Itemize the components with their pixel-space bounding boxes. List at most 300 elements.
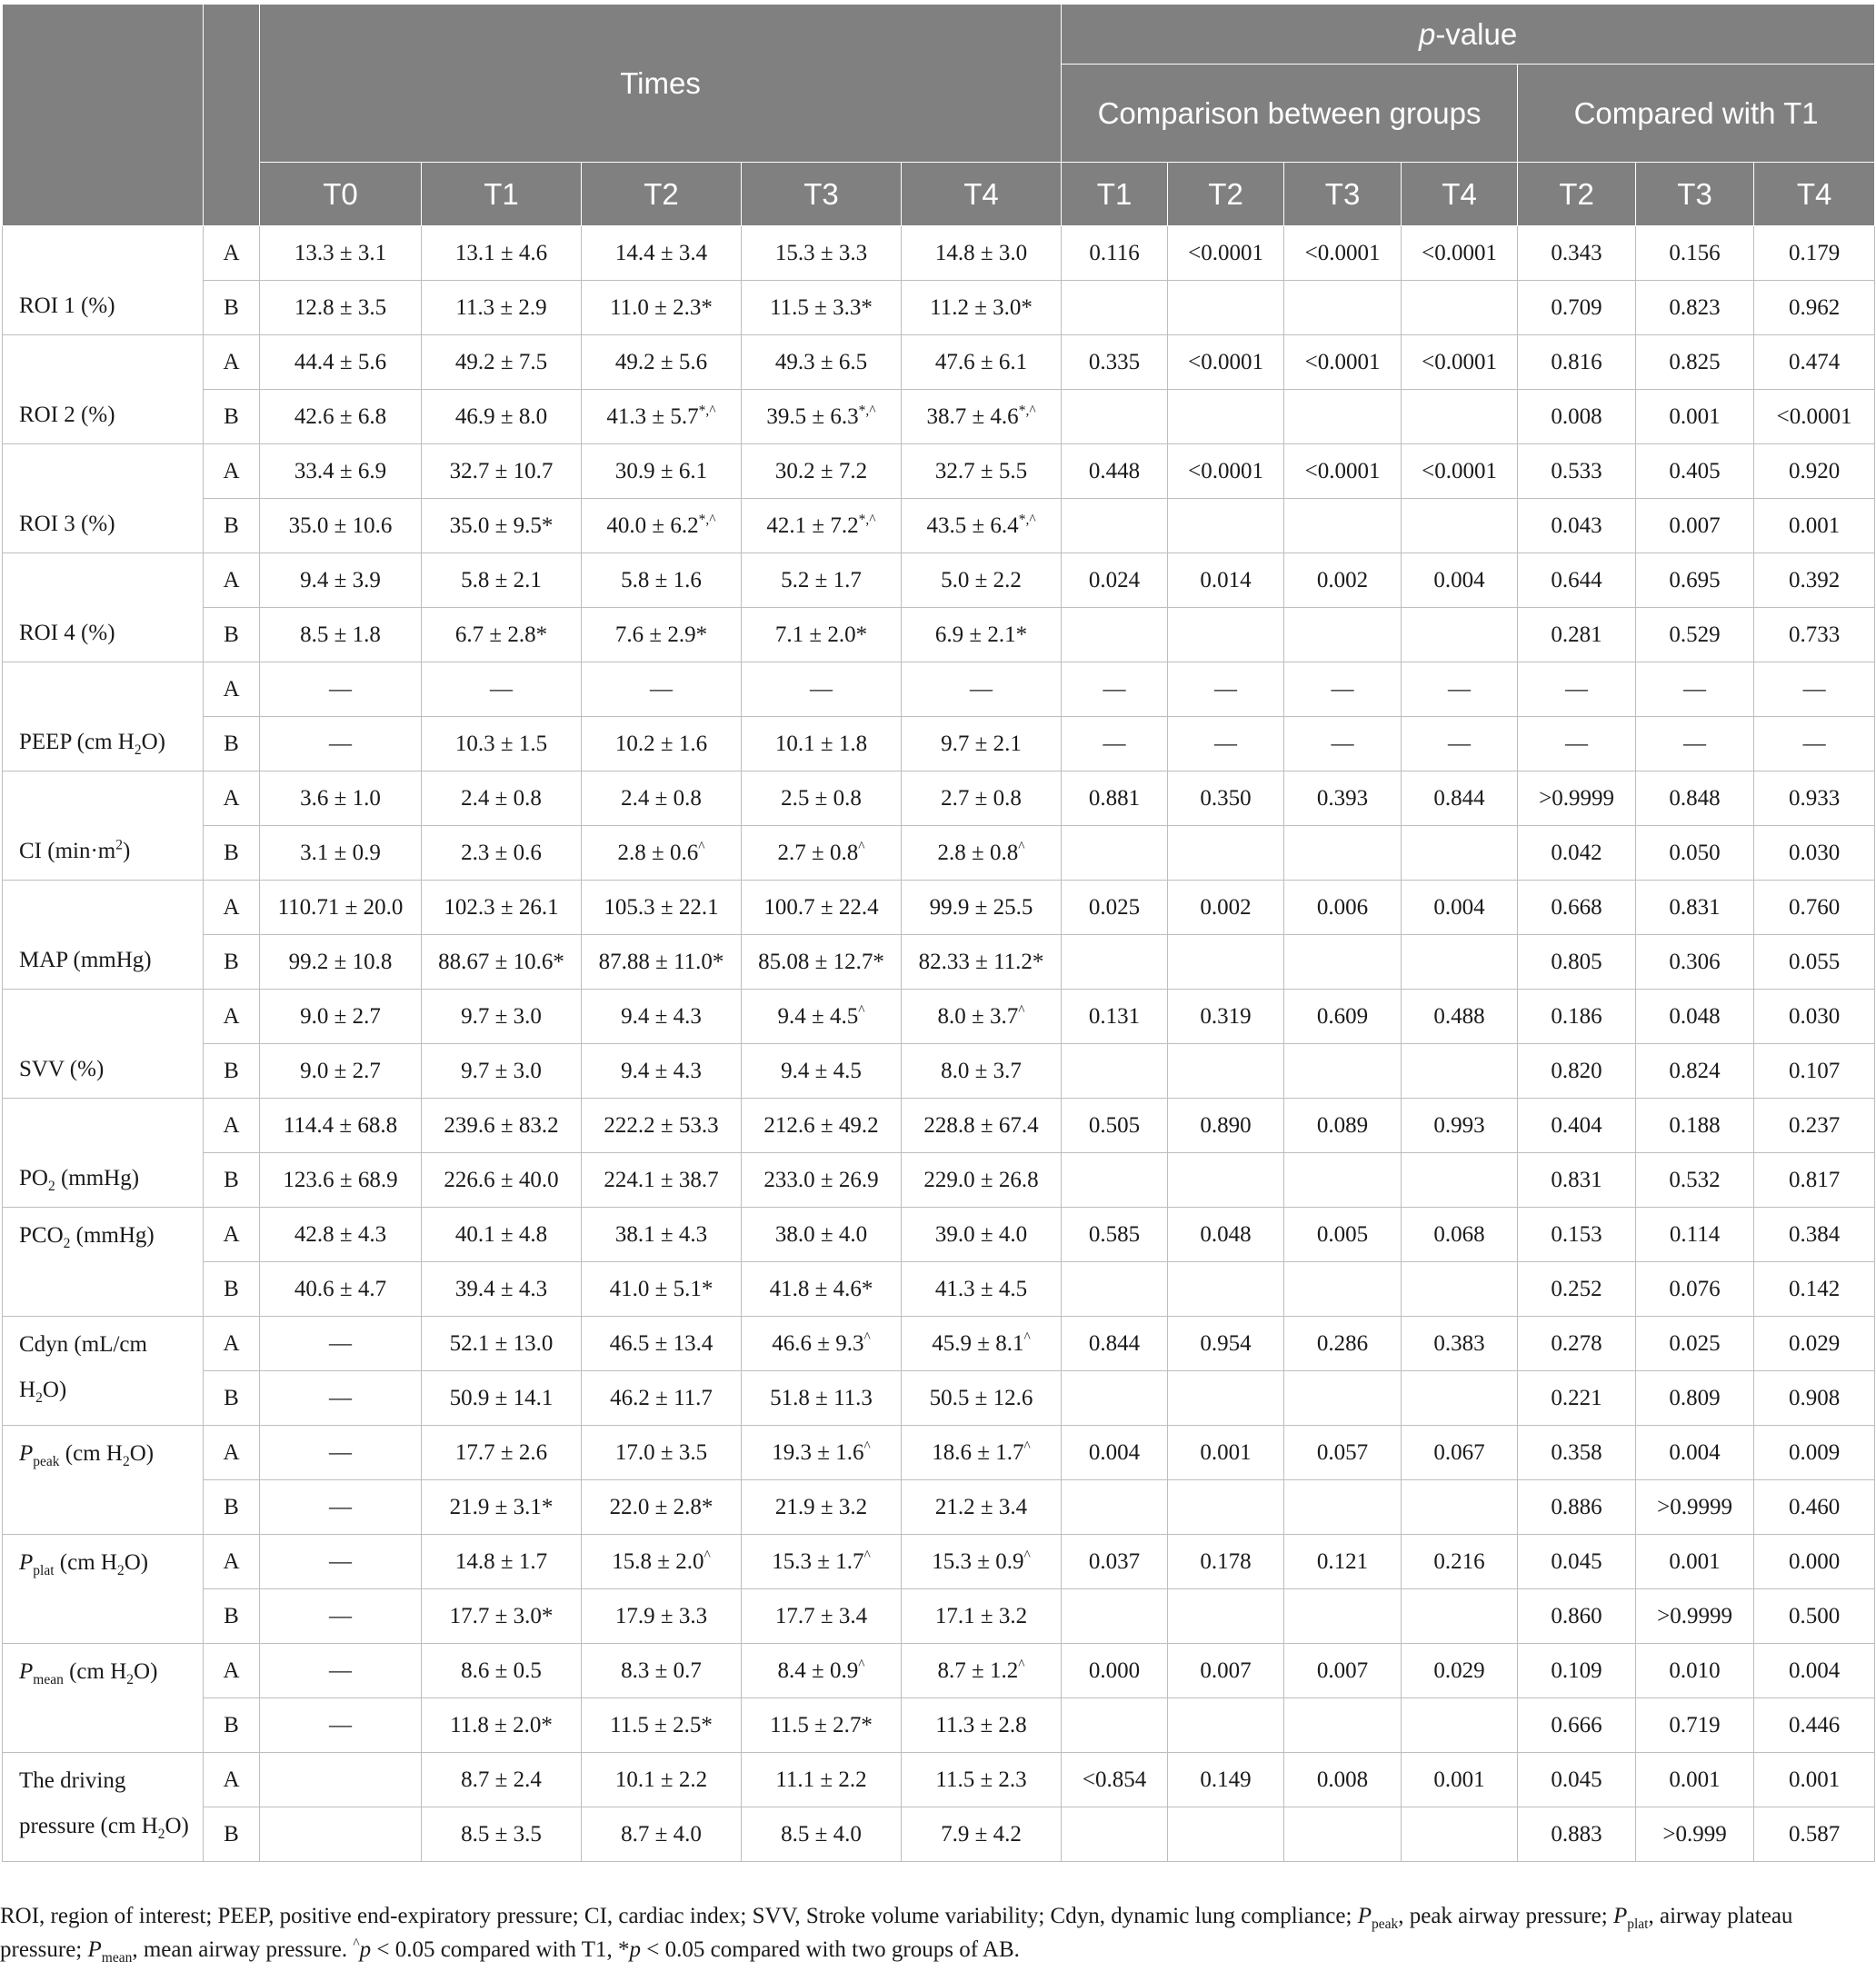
table-cell <box>1062 1589 1168 1644</box>
table-cell: 35.0 ± 10.6 <box>260 499 422 553</box>
table-cell: 10.3 ± 1.5 <box>422 717 582 771</box>
table-cell: 50.9 ± 14.1 <box>422 1371 582 1426</box>
table-cell <box>1402 1371 1518 1426</box>
table-cell: 0.252 <box>1518 1262 1636 1317</box>
table-row <box>3 717 1875 771</box>
table-cell: 11.5 ± 3.3* <box>742 281 902 335</box>
table-cell: 15.3 ± 1.7^ <box>742 1535 902 1589</box>
table-cell: 0.392 <box>1754 553 1875 608</box>
table-cell: >0.9999 <box>1636 1480 1754 1535</box>
table-cell: 99.2 ± 10.8 <box>260 935 422 990</box>
table-cell: <0.0001 <box>1168 226 1284 281</box>
header-between-col: T4 <box>1402 163 1518 226</box>
table-cell: 40.1 ± 4.8 <box>422 1208 582 1262</box>
header-time-col: T2 <box>582 163 742 226</box>
table-cell: 0.156 <box>1636 226 1754 281</box>
table-cell: 9.7 ± 2.1 <box>902 717 1062 771</box>
table-cell: 15.3 ± 0.9^ <box>902 1535 1062 1589</box>
table-cell: 0.384 <box>1754 1208 1875 1262</box>
table-cell: 18.6 ± 1.7^ <box>902 1426 1062 1480</box>
table-cell: 32.7 ± 5.5 <box>902 444 1062 499</box>
table-cell: 123.6 ± 68.9 <box>260 1153 422 1208</box>
table-cell <box>1168 1480 1284 1535</box>
table-cell: 0.001 <box>1754 499 1875 553</box>
table-cell: >0.9999 <box>1636 1589 1754 1644</box>
table-row <box>3 990 1875 1044</box>
table-row <box>3 608 1875 662</box>
table-cell: 40.0 ± 6.2*,^ <box>582 499 742 553</box>
table-cell: 229.0 ± 26.8 <box>902 1153 1062 1208</box>
table-cell: <0.0001 <box>1284 335 1402 390</box>
table-cell: 7.1 ± 2.0* <box>742 608 902 662</box>
table-cell: — <box>260 1589 422 1644</box>
table-cell: 85.08 ± 12.7* <box>742 935 902 990</box>
table-cell: 0.460 <box>1754 1480 1875 1535</box>
table-cell: 42.1 ± 7.2*,^ <box>742 499 902 553</box>
table-cell: 110.71 ± 20.0 <box>260 881 422 935</box>
table-cell <box>1402 1807 1518 1862</box>
table-cell: — <box>582 662 742 717</box>
table-cell: <0.854 <box>1062 1753 1168 1807</box>
table-cell: 8.4 ± 0.9^ <box>742 1644 902 1698</box>
table-cell: 17.1 ± 3.2 <box>902 1589 1062 1644</box>
table-cell: 11.3 ± 2.8 <box>902 1698 1062 1753</box>
group-label: A <box>204 1099 260 1153</box>
header-vs-t1-col: T3 <box>1636 163 1754 226</box>
table-cell: 8.6 ± 0.5 <box>422 1644 582 1698</box>
table-cell: 9.7 ± 3.0 <box>422 990 582 1044</box>
group-label: B <box>204 1589 260 1644</box>
table-cell <box>1062 826 1168 881</box>
table-cell: 47.6 ± 6.1 <box>902 335 1062 390</box>
table-cell: 0.825 <box>1636 335 1754 390</box>
table-cell: 51.8 ± 11.3 <box>742 1371 902 1426</box>
table-cell: — <box>260 1317 422 1371</box>
table-cell: 0.719 <box>1636 1698 1754 1753</box>
table-cell: 0.186 <box>1518 990 1636 1044</box>
table-cell: 0.001 <box>1402 1753 1518 1807</box>
table-row <box>3 444 1875 499</box>
table-cell: 39.4 ± 4.3 <box>422 1262 582 1317</box>
row-label: SVV (%) <box>3 990 204 1099</box>
group-label: B <box>204 1807 260 1862</box>
table-cell <box>1284 499 1402 553</box>
table-cell: — <box>260 1480 422 1535</box>
table-cell: <0.0001 <box>1754 390 1875 444</box>
table-cell: 7.6 ± 2.9* <box>582 608 742 662</box>
table-cell: 102.3 ± 26.1 <box>422 881 582 935</box>
table-cell: <0.0001 <box>1402 335 1518 390</box>
table-row <box>3 390 1875 444</box>
table-cell: — <box>260 662 422 717</box>
table-cell: 11.0 ± 2.3* <box>582 281 742 335</box>
table-cell: 0.824 <box>1636 1044 1754 1099</box>
table-cell: 41.8 ± 4.6* <box>742 1262 902 1317</box>
table-row <box>3 1426 1875 1480</box>
header-compared-with-t1: Compared with T1 <box>1518 65 1875 163</box>
table-cell: 0.405 <box>1636 444 1754 499</box>
table-cell: 0.006 <box>1284 881 1402 935</box>
table-cell: 0.886 <box>1518 1480 1636 1535</box>
table-cell: 0.048 <box>1636 990 1754 1044</box>
table-cell: 0.237 <box>1754 1099 1875 1153</box>
table-cell: 0.055 <box>1754 935 1875 990</box>
table-cell: 0.107 <box>1754 1044 1875 1099</box>
table-cell: 13.3 ± 3.1 <box>260 226 422 281</box>
table-cell: 0.037 <box>1062 1535 1168 1589</box>
table-cell: 52.1 ± 13.0 <box>422 1317 582 1371</box>
row-label: ROI 2 (%) <box>3 335 204 444</box>
table-cell: 39.0 ± 4.0 <box>902 1208 1062 1262</box>
table-cell: 0.962 <box>1754 281 1875 335</box>
table-cell: 0.007 <box>1168 1644 1284 1698</box>
table-cell: 0.993 <box>1402 1099 1518 1153</box>
table-cell: 0.000 <box>1754 1535 1875 1589</box>
table-cell <box>1284 1807 1402 1862</box>
group-label: A <box>204 990 260 1044</box>
table-row <box>3 281 1875 335</box>
table-cell: 0.001 <box>1636 1535 1754 1589</box>
table-cell: 0.178 <box>1168 1535 1284 1589</box>
table-cell: 0.609 <box>1284 990 1402 1044</box>
table-cell: — <box>1062 662 1168 717</box>
table-cell: 43.5 ± 6.4*,^ <box>902 499 1062 553</box>
header-vs-t1-col: T2 <box>1518 163 1636 226</box>
table-cell: 0.045 <box>1518 1535 1636 1589</box>
header-comparison-between-groups: Comparison between groups <box>1062 65 1518 163</box>
table-cell <box>1168 1698 1284 1753</box>
table-cell: 0.188 <box>1636 1099 1754 1153</box>
table-cell <box>1402 608 1518 662</box>
table-cell: 2.7 ± 0.8^ <box>742 826 902 881</box>
table-cell: 114.4 ± 68.8 <box>260 1099 422 1153</box>
table-cell: 12.8 ± 3.5 <box>260 281 422 335</box>
table-cell: 40.6 ± 4.7 <box>260 1262 422 1317</box>
group-label: A <box>204 1753 260 1807</box>
group-label: A <box>204 1426 260 1480</box>
table-cell: 0.048 <box>1168 1208 1284 1262</box>
group-label: A <box>204 771 260 826</box>
header-times: Times <box>260 5 1062 163</box>
table-cell <box>1402 1480 1518 1535</box>
table-cell: 8.7 ± 1.2^ <box>902 1644 1062 1698</box>
table-row <box>3 1099 1875 1153</box>
table-cell: 0.343 <box>1518 226 1636 281</box>
table-row <box>3 335 1875 390</box>
table-cell: 17.7 ± 3.4 <box>742 1589 902 1644</box>
table-cell: 0.404 <box>1518 1099 1636 1153</box>
table-cell: 0.393 <box>1284 771 1402 826</box>
table-cell: 0.142 <box>1754 1262 1875 1317</box>
table-cell: 9.0 ± 2.7 <box>260 1044 422 1099</box>
table-cell: 0.109 <box>1518 1644 1636 1698</box>
table-cell: 3.6 ± 1.0 <box>260 771 422 826</box>
table-cell: 39.5 ± 6.3*,^ <box>742 390 902 444</box>
table-cell <box>1062 1807 1168 1862</box>
table-cell: 35.0 ± 9.5* <box>422 499 582 553</box>
table-cell <box>1168 390 1284 444</box>
table-cell: 10.2 ± 1.6 <box>582 717 742 771</box>
table-cell: 0.004 <box>1402 553 1518 608</box>
table-cell: 2.7 ± 0.8 <box>902 771 1062 826</box>
group-label: B <box>204 826 260 881</box>
group-label: A <box>204 444 260 499</box>
table-cell: 0.000 <box>1062 1644 1168 1698</box>
table-cell: 5.2 ± 1.7 <box>742 553 902 608</box>
table-cell: 0.358 <box>1518 1426 1636 1480</box>
table-cell: 0.908 <box>1754 1371 1875 1426</box>
table-cell: — <box>1636 717 1754 771</box>
table-cell: 38.7 ± 4.6*,^ <box>902 390 1062 444</box>
table-cell: 0.030 <box>1754 826 1875 881</box>
table-cell: 0.587 <box>1754 1807 1875 1862</box>
table-cell: 233.0 ± 26.9 <box>742 1153 902 1208</box>
table-cell: <0.0001 <box>1284 226 1402 281</box>
row-label: $PCO_2$ (mmHg) <box>3 1208 204 1317</box>
table-cell: 0.149 <box>1168 1753 1284 1807</box>
row-label: $PO_2$ (mmHg) <box>3 1099 204 1208</box>
table-cell: 30.2 ± 7.2 <box>742 444 902 499</box>
table-cell: — <box>260 1644 422 1698</box>
table-cell: 0.709 <box>1518 281 1636 335</box>
table-cell: 30.9 ± 6.1 <box>582 444 742 499</box>
group-label: B <box>204 935 260 990</box>
table-cell: 0.076 <box>1636 1262 1754 1317</box>
table-cell: 7.9 ± 4.2 <box>902 1807 1062 1862</box>
table-cell: 0.004 <box>1062 1426 1168 1480</box>
table-cell: — <box>260 1698 422 1753</box>
table-cell: — <box>1754 717 1875 771</box>
group-label: B <box>204 1480 260 1535</box>
table-cell <box>1284 1480 1402 1535</box>
table-cell <box>1284 1262 1402 1317</box>
group-label: A <box>204 1317 260 1371</box>
table-cell: 0.001 <box>1168 1426 1284 1480</box>
table-cell: 0.474 <box>1754 335 1875 390</box>
table-cell <box>1168 1589 1284 1644</box>
table-cell <box>1062 1044 1168 1099</box>
group-label: A <box>204 1208 260 1262</box>
table-row <box>3 499 1875 553</box>
table-cell: 0.823 <box>1636 281 1754 335</box>
table-cell <box>1402 935 1518 990</box>
table-cell: 10.1 ± 2.2 <box>582 1753 742 1807</box>
table-cell: 8.0 ± 3.7^ <box>902 990 1062 1044</box>
table-cell: 0.153 <box>1518 1208 1636 1262</box>
table-cell: 0.067 <box>1402 1426 1518 1480</box>
header-time-col: T3 <box>742 163 902 226</box>
group-label: B <box>204 1262 260 1317</box>
table-cell: 0.025 <box>1062 881 1168 935</box>
table-cell: 0.216 <box>1402 1535 1518 1589</box>
table-row <box>3 771 1875 826</box>
header-between-col: T3 <box>1284 163 1402 226</box>
table-cell: 49.3 ± 6.5 <box>742 335 902 390</box>
table-cell: 0.179 <box>1754 226 1875 281</box>
table-cell: 82.33 ± 11.2* <box>902 935 1062 990</box>
table-cell: 5.8 ± 2.1 <box>422 553 582 608</box>
row-label: MAP (mmHg) <box>3 881 204 990</box>
table-cell: 0.668 <box>1518 881 1636 935</box>
table-cell: 11.3 ± 2.9 <box>422 281 582 335</box>
row-label: PEEP (cm $H_2O$) <box>3 662 204 771</box>
table-cell: 0.029 <box>1754 1317 1875 1371</box>
table-cell: 0.057 <box>1284 1426 1402 1480</box>
table-cell: — <box>260 717 422 771</box>
row-label: Cdyn (mL/cm $H_2O$) <box>3 1317 204 1426</box>
table-cell <box>1284 935 1402 990</box>
header-p-rest: -value <box>1435 16 1518 51</box>
table-cell: — <box>1402 662 1518 717</box>
table-cell: 87.88 ± 11.0* <box>582 935 742 990</box>
table-cell: 99.9 ± 25.5 <box>902 881 1062 935</box>
table-cell: 0.860 <box>1518 1589 1636 1644</box>
table-cell: 0.817 <box>1754 1153 1875 1208</box>
row-label: ROI 4 (%) <box>3 553 204 662</box>
table-cell <box>1062 608 1168 662</box>
group-label: A <box>204 1644 260 1698</box>
table-cell: 11.5 ± 2.7* <box>742 1698 902 1753</box>
table-cell <box>1402 1589 1518 1644</box>
table-cell: 41.3 ± 5.7*,^ <box>582 390 742 444</box>
table-cell: <0.0001 <box>1168 335 1284 390</box>
table-cell: 46.9 ± 8.0 <box>422 390 582 444</box>
table-cell: 0.809 <box>1636 1371 1754 1426</box>
table-cell <box>1284 1589 1402 1644</box>
table-cell: 0.695 <box>1636 553 1754 608</box>
table-cell: 0.505 <box>1062 1099 1168 1153</box>
table-cell: — <box>1636 662 1754 717</box>
table-cell: — <box>1284 662 1402 717</box>
table-cell: 0.816 <box>1518 335 1636 390</box>
table-cell: 9.4 ± 4.5^ <box>742 990 902 1044</box>
table-cell: 2.5 ± 0.8 <box>742 771 902 826</box>
row-label: CI $(\min\cdot m^2)$ <box>3 771 204 881</box>
table-row <box>3 1371 1875 1426</box>
table-cell: — <box>260 1426 422 1480</box>
table-cell: 21.2 ± 3.4 <box>902 1480 1062 1535</box>
table-cell: 32.7 ± 10.7 <box>422 444 582 499</box>
table-cell: 17.9 ± 3.3 <box>582 1589 742 1644</box>
table-cell: 11.1 ± 2.2 <box>742 1753 902 1807</box>
table-cell: 6.9 ± 2.1* <box>902 608 1062 662</box>
table-cell <box>1062 1698 1168 1753</box>
table-cell: 239.6 ± 83.2 <box>422 1099 582 1153</box>
table-cell <box>1402 1262 1518 1317</box>
table-row <box>3 1644 1875 1698</box>
table-cell <box>1062 1153 1168 1208</box>
table-cell <box>1062 390 1168 444</box>
group-label: B <box>204 608 260 662</box>
group-label: B <box>204 390 260 444</box>
table-cell: 44.4 ± 5.6 <box>260 335 422 390</box>
table-cell: 2.8 ± 0.6^ <box>582 826 742 881</box>
table-cell: 21.9 ± 3.2 <box>742 1480 902 1535</box>
table-cell: 0.004 <box>1754 1644 1875 1698</box>
table-cell: 15.8 ± 2.0^ <box>582 1535 742 1589</box>
table-row <box>3 662 1875 717</box>
table-cell: 0.335 <box>1062 335 1168 390</box>
table-cell <box>1402 281 1518 335</box>
table-row <box>3 1753 1875 1807</box>
row-label: ROI 1 (%) <box>3 226 204 335</box>
header-between-col: T1 <box>1062 163 1168 226</box>
table-cell: 0.001 <box>1636 1753 1754 1807</box>
table-cell: 13.1 ± 4.6 <box>422 226 582 281</box>
table-cell: — <box>742 662 902 717</box>
table-cell: — <box>1168 662 1284 717</box>
group-label: A <box>204 335 260 390</box>
table-cell: 0.050 <box>1636 826 1754 881</box>
group-label: B <box>204 1153 260 1208</box>
table-cell: 38.1 ± 4.3 <box>582 1208 742 1262</box>
table-cell: 8.7 ± 4.0 <box>582 1807 742 1862</box>
table-cell: 3.1 ± 0.9 <box>260 826 422 881</box>
header-p-value <box>1062 5 1875 65</box>
table-cell <box>1168 499 1284 553</box>
table-cell: 38.0 ± 4.0 <box>742 1208 902 1262</box>
table-cell: 0.805 <box>1518 935 1636 990</box>
header-time-col: T4 <box>902 163 1062 226</box>
table-cell <box>1402 499 1518 553</box>
table-cell: 0.319 <box>1168 990 1284 1044</box>
header-p-italic: p <box>1418 16 1436 51</box>
table-cell: 0.532 <box>1636 1153 1754 1208</box>
table-cell: 0.585 <box>1062 1208 1168 1262</box>
table-cell: 0.278 <box>1518 1317 1636 1371</box>
table-cell: 19.3 ± 1.6^ <box>742 1426 902 1480</box>
table-cell: 0.029 <box>1402 1644 1518 1698</box>
table-cell <box>1402 1153 1518 1208</box>
table-cell: 0.131 <box>1062 990 1168 1044</box>
table-cell: 222.2 ± 53.3 <box>582 1099 742 1153</box>
table-cell: — <box>422 662 582 717</box>
table-cell: 0.820 <box>1518 1044 1636 1099</box>
table-cell <box>1284 608 1402 662</box>
table-cell: 42.8 ± 4.3 <box>260 1208 422 1262</box>
table-cell: 0.045 <box>1518 1753 1636 1807</box>
table-cell: 2.4 ± 0.8 <box>582 771 742 826</box>
table-cell: 8.3 ± 0.7 <box>582 1644 742 1698</box>
group-label: A <box>204 881 260 935</box>
table-cell <box>260 1753 422 1807</box>
table-cell: 0.043 <box>1518 499 1636 553</box>
table-cell: 8.5 ± 3.5 <box>422 1807 582 1862</box>
table-cell: 33.4 ± 6.9 <box>260 444 422 499</box>
table-row <box>3 1589 1875 1644</box>
header-time-col: T1 <box>422 163 582 226</box>
table-cell: >0.999 <box>1636 1807 1754 1862</box>
table-cell <box>1062 935 1168 990</box>
table-row <box>3 1317 1875 1371</box>
table-cell <box>1168 1044 1284 1099</box>
group-label: B <box>204 1044 260 1099</box>
table-cell: 0.831 <box>1636 881 1754 935</box>
table-cell: 41.0 ± 5.1* <box>582 1262 742 1317</box>
table-cell: 0.644 <box>1518 553 1636 608</box>
group-label: B <box>204 281 260 335</box>
table-cell: 0.844 <box>1402 771 1518 826</box>
table-cell: 11.5 ± 2.5* <box>582 1698 742 1753</box>
table-cell <box>1402 1044 1518 1099</box>
table-cell: 0.121 <box>1284 1535 1402 1589</box>
group-label: A <box>204 226 260 281</box>
table-cell <box>1168 935 1284 990</box>
table-cell: — <box>1754 662 1875 717</box>
table-cell: — <box>260 1371 422 1426</box>
header-blank-label <box>3 5 204 226</box>
table-cell: 8.5 ± 1.8 <box>260 608 422 662</box>
